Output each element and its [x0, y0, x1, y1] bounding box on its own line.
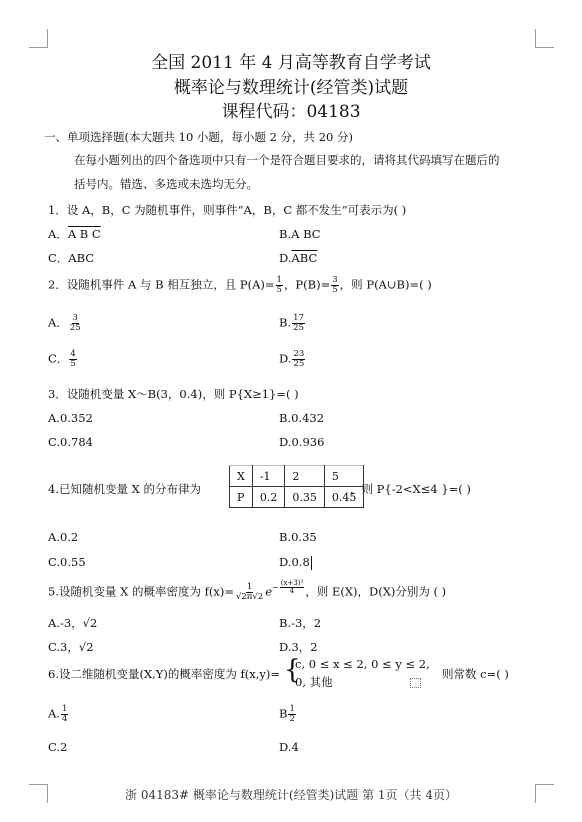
- denominator: 2: [289, 714, 295, 724]
- denominator: 25: [293, 323, 304, 333]
- q6-option-c: C.2: [48, 740, 68, 754]
- q3-option-b: B.0.432: [279, 411, 325, 425]
- distribution-table: [229, 465, 364, 508]
- q6-stem-prefix: 6.设二维随机变量(X,Y)的概率密度为 f(x,y)=: [48, 667, 281, 681]
- option-value: $\overline{ABC}$: [291, 251, 318, 265]
- exponential-base: e: [265, 584, 273, 599]
- option-label: A．: [48, 315, 68, 330]
- option-label: C．: [48, 351, 69, 366]
- q6-stem-suffix: 则常数 c=( ): [442, 667, 509, 681]
- fraction: [69, 350, 76, 369]
- option-value: A BC: [291, 227, 321, 241]
- table-cell: 0.35: [285, 487, 325, 508]
- q5-option-d: D.3，2: [279, 640, 318, 654]
- q5-option-c: C.3，√2: [48, 640, 94, 654]
- q6-option-d: D.4: [279, 740, 299, 754]
- table-cell: X: [230, 466, 253, 487]
- fraction: [288, 705, 295, 724]
- exam-subject: 概率论与数理统计(经管类)试题: [173, 78, 409, 98]
- fraction-coefficient: [235, 583, 264, 602]
- option-label: A．: [48, 227, 68, 241]
- numerator: 17: [293, 313, 304, 323]
- table-cell: P: [230, 487, 253, 508]
- object-placeholder: [410, 678, 421, 688]
- fraction-pb: [331, 276, 338, 295]
- exponent-fraction: [280, 580, 305, 595]
- crop-mark-top-right: [535, 29, 554, 48]
- option-label: B.: [279, 315, 292, 330]
- option-text: D.0.8: [279, 555, 310, 569]
- denominator: 25: [293, 359, 305, 369]
- q4-option-d: [279, 555, 312, 570]
- numerator: 1: [246, 582, 253, 592]
- q1-stem: 1．设 A，B，C 为随机事件，则事件“A，B，C 都不发生”可表示为( ): [48, 203, 407, 217]
- table-row: [230, 466, 364, 487]
- numerator: 3: [332, 275, 338, 285]
- instructions-line-2: 括号内。错选、多选或未选均无分。: [74, 177, 258, 191]
- fraction: [69, 314, 82, 333]
- numerator: 4: [70, 349, 76, 359]
- option-label: A.: [48, 706, 60, 721]
- q3-stem: 3．设随机变量 X～B(3，0.4)，则 P{X≥1}=( ): [48, 387, 299, 401]
- denominator: 5: [332, 285, 338, 295]
- denominator: 4: [61, 714, 68, 724]
- option-label: B: [279, 706, 288, 721]
- piecewise-brace: {: [284, 655, 301, 685]
- q2-option-c: [48, 350, 78, 369]
- q2-option-d: [279, 350, 306, 369]
- fraction: [61, 705, 68, 724]
- denominator: 5: [276, 285, 282, 295]
- q2-stem-suffix: ，则 P(A∪B)=( ): [339, 277, 432, 292]
- q5-stem: [48, 579, 447, 602]
- numerator: 3: [72, 313, 78, 323]
- q1-option-c: C．ABC: [48, 251, 95, 265]
- q1-option-b: [279, 227, 321, 241]
- denominator: √2π√2: [235, 592, 264, 602]
- q1-option-a: [48, 227, 101, 241]
- denominator: 25: [69, 323, 81, 333]
- option-label: D.: [279, 251, 292, 265]
- q3-option-d: D.0.936: [279, 435, 325, 449]
- section-heading: 一、单项选择题(本大题共 10 小题，每小题 2 分，共 20 分): [44, 130, 353, 144]
- q2-stem: [48, 276, 432, 295]
- table-cell: 2: [285, 466, 325, 487]
- q5-stem-prefix: 5.设随机变量 X 的概率密度为 f(x)=: [48, 584, 234, 599]
- table-cell: -1: [252, 466, 285, 487]
- option-value: A B C: [67, 227, 101, 241]
- q5-stem-suffix: ，则 E(X)，D(X)分别为 ( ): [305, 584, 447, 599]
- q2-stem-mid: ，P(B)=: [283, 277, 331, 292]
- numerator: 23: [293, 349, 305, 359]
- denominator: 5: [70, 359, 76, 369]
- fraction-pa: [276, 276, 283, 295]
- q6-option-b: [279, 705, 297, 724]
- q2-option-a: [48, 314, 83, 333]
- denominator: 4: [289, 587, 295, 595]
- table-cell: 0.2: [252, 487, 285, 508]
- q5-option-a: A.-3，√2: [48, 616, 98, 630]
- q4-option-c: C.0.55: [48, 555, 86, 569]
- q1-option-d: [279, 251, 317, 265]
- course-code: 课程代码：04183: [221, 102, 361, 122]
- option-label: D.: [279, 351, 292, 366]
- q4-stem-suffix: ，则 P{-2<X≤4 }=( ): [350, 482, 471, 496]
- fraction: [292, 350, 305, 369]
- q4-option-a: A.0.2: [48, 530, 79, 544]
- q4-option-b: B.0.35: [279, 530, 317, 544]
- q4-stem-prefix: 4.已知随机变量 X 的分布律为: [48, 482, 201, 496]
- numerator: 1: [61, 704, 68, 714]
- numerator: (x+3)²: [280, 579, 304, 587]
- table-cell: 0.45: [324, 487, 364, 508]
- exponent-sign: −: [272, 582, 279, 592]
- numerator: 1: [276, 275, 282, 285]
- text-cursor: [311, 556, 312, 570]
- q2-stem-prefix: 2．设随机事件 A 与 B 相互独立，且 P(A)=: [48, 277, 275, 292]
- q6-case-1: c, 0 ≤ x ≤ 2, 0 ≤ y ≤ 2,: [295, 657, 430, 671]
- table-cell: 5: [324, 466, 364, 487]
- q5-option-b: B.-3，2: [279, 616, 322, 630]
- table-row: [230, 487, 364, 508]
- option-label: B.: [279, 227, 292, 241]
- q3-option-c: C.0.784: [48, 435, 93, 449]
- q6-case-2: 0, 其他: [295, 675, 333, 689]
- fraction: [292, 314, 305, 333]
- crop-mark-top-left: [29, 29, 48, 48]
- q6-option-a: [48, 705, 69, 724]
- q2-option-b: [279, 314, 306, 333]
- instructions-line-1: 在每小题列出的四个备选项中只有一个是符合题目要求的，请将其代码填写在题后的: [74, 153, 500, 167]
- exam-title: 全国 2011 年 4 月高等教育自学考试: [151, 53, 431, 73]
- page-footer: 浙 04183# 概率论与数理统计(经管类)试题 第 1页（共 4页）: [125, 788, 457, 802]
- numerator: 1: [289, 704, 295, 714]
- exponent: [272, 579, 305, 595]
- q3-option-a: A.0.352: [48, 411, 93, 425]
